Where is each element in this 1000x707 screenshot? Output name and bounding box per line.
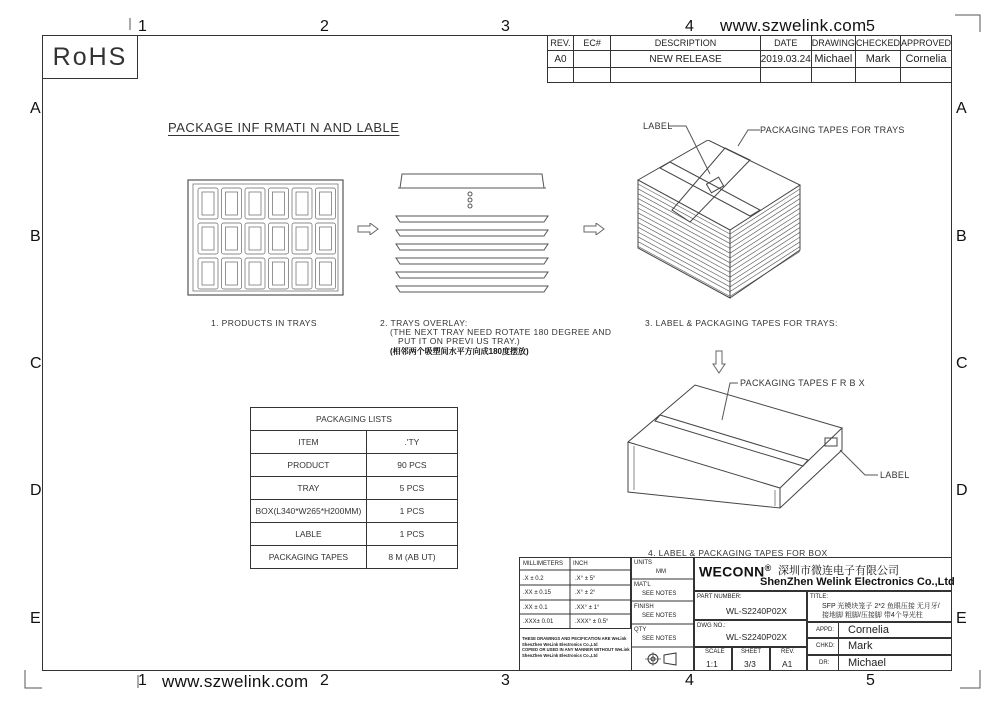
dr-value: Michael [848, 657, 886, 669]
list-item: ITEM [251, 431, 367, 454]
stacked-tray [396, 272, 548, 278]
tray-pocket [316, 258, 336, 289]
list-item: LABLE [251, 523, 367, 546]
rev-header-drawing: DRAWING [811, 36, 855, 51]
tray-pocket-inner [320, 192, 332, 215]
zone-bottom-2: 2 [320, 672, 329, 689]
revision-block [547, 35, 952, 83]
sheet-value: 3/3 [744, 659, 756, 669]
appd-label: APPD: [816, 627, 835, 633]
tray-pocket [292, 188, 312, 219]
zone-left-B: B [30, 228, 41, 245]
qty-value: SEE NOTES [642, 636, 677, 642]
zone-bottom-5: 5 [866, 672, 875, 689]
tray-pocket [198, 188, 218, 219]
arrow-down-icon [712, 350, 726, 374]
zone-top-2: 2 [320, 18, 329, 35]
caption-step1: 1. PRODUCTS IN TRAYS [211, 318, 317, 328]
zone-left-A: A [30, 100, 41, 117]
checked-value: Mark [855, 51, 900, 68]
tray-pocket-inner [249, 227, 261, 250]
rev-value: A1 [782, 659, 793, 669]
zone-left-E: E [30, 610, 41, 627]
dwg-number-value: WL-S2240P02X [726, 632, 787, 642]
tray-pocket-inner [202, 262, 214, 285]
tray-pocket [316, 223, 336, 254]
rev-header-rev: REV. [548, 36, 574, 51]
scale-value: 1:1 [706, 659, 718, 669]
list-qty: .'TY [366, 431, 457, 454]
title-line-1: SFP 光模块笼子 2*2 鱼眼压接 无月牙/ [822, 603, 940, 610]
website-top: www.szwelink.com [720, 16, 867, 35]
tray-pocket-inner [296, 262, 308, 285]
caption-step4: 4. LABEL & PACKAGING TAPES FOR BOX [648, 548, 828, 558]
matl-value: SEE NOTES [642, 591, 677, 597]
part-number-label: PART NUMBER: [697, 594, 742, 600]
rev-value: A0 [548, 51, 574, 68]
zone-right-C: C [956, 355, 968, 372]
tol-inch: .X° ± 2° [575, 590, 596, 596]
zone-right-A: A [956, 100, 967, 117]
tray-pocket [198, 258, 218, 289]
rev-header-description: DESCRIPTION [611, 36, 760, 51]
units-value: MM [656, 569, 666, 575]
tray-pocket-inner [273, 192, 285, 215]
scale-label: SCALE [705, 649, 725, 655]
description-value: NEW RELEASE [611, 51, 760, 68]
approved-value: Cornelia [900, 51, 951, 68]
chkd-value: Mark [848, 640, 873, 652]
tray-pocket-inner [202, 192, 214, 215]
caption-step2-cn: (相邻两个吸塑间水平方向成180度摆放) [390, 347, 529, 356]
callout-label-box: LABEL [880, 470, 910, 480]
units-label: UNITS [634, 560, 652, 566]
tol-mm: .X ± 0.2 [523, 576, 544, 582]
tol-mm: .XX ± 0.15 [523, 590, 551, 596]
tray-pocket-inner [320, 262, 332, 285]
tray-pocket-inner [273, 262, 285, 285]
stacked-tray [396, 258, 548, 264]
finish-label: FINISH [634, 604, 654, 610]
qty-label: QTY [634, 627, 647, 633]
tol-inch: .XX° ± 1° [575, 605, 600, 611]
tray-pocket [222, 258, 242, 289]
notice-text [522, 636, 630, 658]
matl-label: MAT'L [634, 582, 651, 588]
date-value: 2019.03.24 [760, 51, 811, 68]
tray-pocket [292, 258, 312, 289]
rev-label: REV. [781, 649, 795, 655]
tray-pocket-inner [320, 227, 332, 250]
zone-left-D: D [30, 482, 42, 499]
zone-top-3: 3 [501, 18, 510, 35]
rev-header-approved: APPROVED [900, 36, 951, 51]
notice-line: ShenZhen WeLink Electronics Co.,Ltd [522, 641, 598, 647]
zone-bottom-1: 1 [138, 672, 147, 689]
callout-leaders-box [720, 380, 880, 480]
rev-header-date: DATE [760, 36, 811, 51]
list-item: BOX(L340*W265*H200MM) [251, 500, 367, 523]
title-line-2: 接地脚 粗脚/压接脚 带4个导光柱 [822, 612, 923, 619]
caption-step2-line2: (THE NEXT TRAY NEED ROTATE 180 DEGREE AND [390, 327, 612, 337]
tol-mm: .XXX± 0.01 [523, 619, 554, 625]
tray-pocket-inner [249, 262, 261, 285]
list-qty: 5 PCS [366, 477, 457, 500]
list-qty: 90 PCS [366, 454, 457, 477]
packaging-list [250, 407, 458, 569]
dwg-number-label: DWG NO.: [697, 623, 726, 629]
tray-pocket [292, 223, 312, 254]
tray-pocket [198, 223, 218, 254]
tol-header-inch: INCH [573, 561, 588, 567]
caption-step2-line1: 2. TRAYS OVERLAY: [380, 318, 468, 328]
list-qty: 1 PCS [366, 500, 457, 523]
rohs-mark: RoHS [42, 35, 138, 79]
callout-leaders [668, 124, 768, 184]
appd-value: Cornelia [848, 624, 889, 636]
zone-right-E: E [956, 610, 967, 627]
arrow-icon [583, 223, 605, 235]
company-name-en: ShenZhen Welink Electronics Co.,Ltd [760, 576, 955, 588]
callout-label-trays: LABEL [643, 121, 673, 131]
stacked-tray [396, 244, 548, 250]
caption-step2-line3: PUT IT ON PREVI US TRAY.) [398, 336, 521, 346]
packaging-list-title: PACKAGING LISTS [251, 408, 458, 431]
list-qty: 1 PCS [366, 523, 457, 546]
list-item: PACKAGING TAPES [251, 546, 367, 569]
tray-pocket [316, 188, 336, 219]
tol-inch: .XXX° ± 0.5° [575, 619, 609, 625]
website-bottom: www.szwelink.com [162, 672, 309, 691]
tray-pocket-inner [226, 192, 238, 215]
company-name-cn: 深圳市微连电子有限公司 [778, 565, 899, 577]
tray-pocket [222, 223, 242, 254]
brand-name: WECONN [699, 563, 765, 580]
tray-pocket-inner [296, 227, 308, 250]
notice-line: ShenZhen WeLink Electronics Co.,Ltd [522, 652, 598, 658]
part-number-value: WL-S2240P02X [726, 606, 787, 616]
tray-pocket-inner [273, 227, 285, 250]
notice-line: THESE DRAWINGS AND PECIFICATION ARE WeLink [522, 636, 627, 641]
callout-tapes-trays: PACKAGING TAPES FOR TRAYS [760, 125, 905, 135]
tray-pocket [222, 188, 242, 219]
zone-right-B: B [956, 228, 967, 245]
list-item: PRODUCT [251, 454, 367, 477]
tray-pocket [245, 223, 265, 254]
tol-inch: .X° ± 5° [575, 576, 596, 582]
zone-top-5: 5 [866, 18, 875, 35]
zone-right-D: D [956, 482, 968, 499]
list-qty: 8 M (AB UT) [366, 546, 457, 569]
trays-overlay-illustration [392, 168, 552, 298]
dr-label: DR: [819, 660, 830, 666]
tray-pocket [269, 223, 289, 254]
page-heading: PACKAGE INF RMATI N AND LABLE [168, 120, 400, 135]
zone-bottom-3: 3 [501, 672, 510, 689]
arrow-icon [357, 223, 379, 235]
tray-illustration [186, 178, 346, 298]
tol-header-mm: MILLIMETERS [523, 561, 564, 567]
tray-pocket [269, 188, 289, 219]
rev-header-checked: CHECKED [855, 36, 900, 51]
tray-pocket-inner [202, 227, 214, 250]
tray-pocket [269, 258, 289, 289]
list-item: TRAY [251, 477, 367, 500]
tray-pocket-inner [226, 262, 238, 285]
zone-bottom-4: 4 [685, 672, 694, 689]
drawing-value: Michael [811, 51, 855, 68]
title-label: TITLE: [810, 594, 829, 600]
rev-header-ec: EC# [573, 36, 611, 51]
finish-value: SEE NOTES [642, 613, 677, 619]
zone-left-C: C [30, 355, 42, 372]
zone-top-4: 4 [685, 18, 694, 35]
callout-tapes-box: PACKAGING TAPES F R B X [740, 378, 865, 388]
tray-pocket [245, 258, 265, 289]
stacked-tray [396, 286, 548, 292]
chkd-label: CHKD: [816, 643, 835, 649]
projection-symbol-icon [644, 652, 678, 666]
caption-step3: 3. LABEL & PACKAGING TAPES FOR TRAYS: [645, 318, 838, 328]
notice-line: COPIED OR USED IN ANY MANNER WITHOUT WeLink [522, 647, 630, 652]
tray-pocket [245, 188, 265, 219]
tray-pocket-inner [226, 227, 238, 250]
stacked-tray [396, 230, 548, 236]
sheet-label: SHEET [741, 649, 762, 655]
stacked-tray [396, 216, 548, 222]
registered-mark: ® [764, 563, 772, 573]
tray-pocket-inner [296, 192, 308, 215]
tol-mm: .XX ± 0.1 [523, 605, 548, 611]
ec-value [573, 51, 611, 68]
zone-top-1: 1 [138, 18, 147, 35]
tray-pocket-inner [249, 192, 261, 215]
